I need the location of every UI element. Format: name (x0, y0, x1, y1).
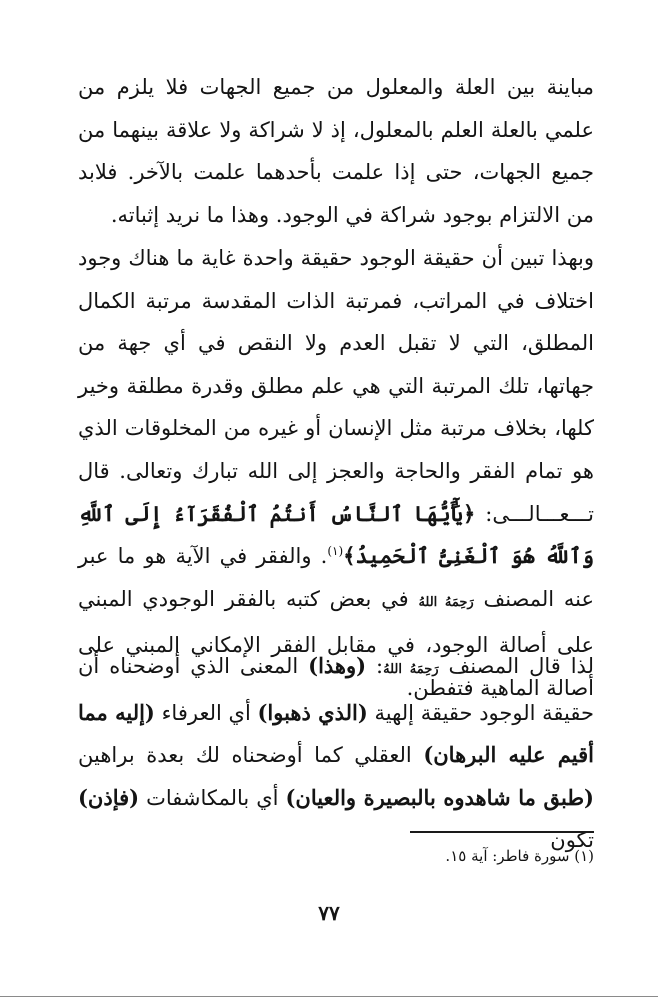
footnote-divider (410, 831, 594, 833)
footnote-text: (١) سورة فاطر: آية ١٥. (445, 847, 594, 865)
matn-quote-2: (الذي ذهبوا) (257, 699, 368, 725)
page-number: ٧٧ (318, 901, 340, 925)
paragraph-3-text-a: لذا قال المصنف (448, 654, 594, 678)
quran-verse: ﴿يَٰٓأَيُّهَا ٱلنَّاسُ أَنتُمُ ٱلْفُقَرَآءُ إِلَى ٱللَّهِ وَٱللَّهُ هُوَ ٱلْغَنِىُّ ٱلْحَمِيدُ﴾ (78, 500, 595, 569)
matn-quote-5: (فإذن) (78, 784, 140, 810)
paragraph-1 (78, 66, 594, 236)
matn-quote-1: (وهذا) (308, 653, 367, 678)
paragraph-3-text-g: تكون (550, 828, 594, 853)
paragraph-1-text: مباينة بين العلة والمعلول من جميع الجهات فلا يلزم من علمي بالعلة العلم بالمعلول، إذ لا شراكة ولا علاقة بينهما من جميع الجهات، حتى إذا علمت بأحدهما علمت بالآخر. فلابد من الالتزام بوجود شراكة في الوجود. وهذا ما نريد إثباته. (78, 75, 594, 227)
paragraph-3-text-d: أي العرفاء (161, 700, 251, 725)
footnote (78, 843, 594, 869)
paragraph-2-text-b: . والفقر في الآية هو ما عبر عنه المصنف (78, 544, 594, 611)
paragraph-3-text-e: العقلي كما أوضحناه لك بعدة براهين (78, 743, 412, 768)
page-edge-line (0, 996, 658, 997)
paragraph-3 (78, 645, 594, 862)
paragraph-2 (78, 237, 594, 710)
matn-quote-3: (إليه مما أقيم عليه البرهان) (78, 699, 594, 768)
paragraph-2-text-a: وبهذا تبين أن حقيقة الوجود حقيقة واحدة غاية ما هناك وجود اختلاف في المراتب، فمرتبة الذات المقدسة مرتبة الكمال المطلق، التي لا تقبل العدم ولا النقص في أي جهة من جهاتها، تلك المرتبة التي هي علم مطلق وقدرة مطلقة وخير كلها، بخلاف مرتبة مثل الإنسان أو غيره من المخلوقات الذي هو تمام الفقر والحاجة والعجز إلى الله تبارك وتعالى. قال تـــعـــالـــى: (78, 246, 594, 526)
honorific-glyph: رَحِمَهُ اللهُ (418, 594, 474, 610)
paragraph-3-colon: : (376, 654, 384, 678)
paragraph-3-text-c: المعنى الذي أوضحناه أن حقيقة الوجود حقيقة إلهية (78, 654, 594, 725)
paragraph-3-text-f: أي بالمكاشفات (146, 785, 279, 810)
paragraph-2-text-c: في بعض كتبه بالفقر الوجودي المبني على أصالة الوجود، في مقابل الفقر الإمكاني المبني على أصالة الماهية فتفطن. (78, 586, 594, 700)
matn-quote-4: (طبق ما شاهدوه بالبصيرة والعيان) (285, 784, 594, 810)
honorific-glyph: رَحِمَهُ اللهُ (383, 662, 439, 677)
footnote-reference: (١) (327, 544, 344, 559)
